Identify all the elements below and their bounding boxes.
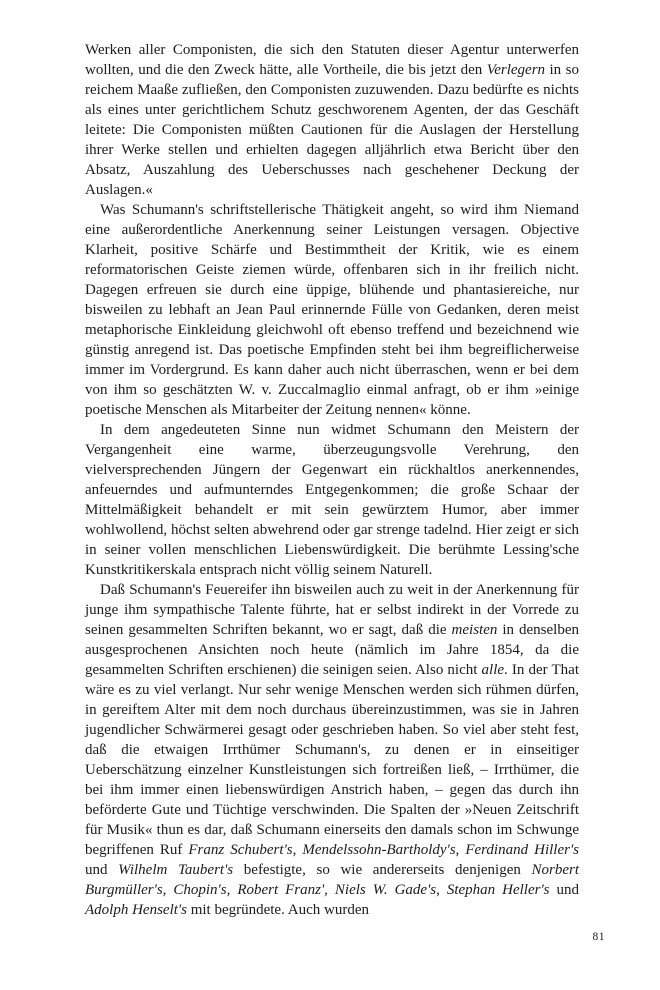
paragraph (85, 40, 579, 200)
italic-text-run: Verlegern (486, 62, 546, 78)
italic-text-run: Wilhelm Taubert's (118, 862, 234, 878)
paragraph (85, 580, 579, 920)
paragraph (85, 200, 579, 420)
text-run: . In der That wäre es zu viel verlangt. Nur sehr wenige Menschen werden sich rühmen dürfen, in gereiftem Alter mit dem noch durchaus übereinzustimmen, was sie in Jahren jugendlicher Schwärmerei gesagt oder geschrieben haben. So viel aber steht fest, daß die etwaigen Irrthümer Schumann's, zu denen er in einseitiger Ueberschätzung einzelner Kunstleistungen sich fortreißen ließ, – Irrthümer, die bei ihm immer einen liebenswürdigen Anstrich haben, – gegen das durch ihn beförderte Gute und Tüchtige verschwinden. Die Spalten der »Neuen Zeitschrift für Musik« thun es dar, daß Schumann einerseits den damals schon im Schwunge begriffenen Ruf (85, 662, 579, 858)
text-run: Was Schumann's schriftstellerische Thätigkeit angeht, so wird ihm Niemand eine außerordentliche Anerkennung seiner Leistungen versagen. Objective Klarheit, positive Schärfe und Bestimmtheit der Kritik, wie es einem reformatorischen Geiste ziemen würde, offenbaren sich in ihr freilich nicht. Dagegen erfreuen sie durch eine üppige, blühende und phantasiereiche, nur bisweilen zu lebhaft an Jean Paul erinnernde Fülle von Gedanken, deren meist metaphorische Einkleidung gleichwohl oft ebenso treffend und bezeichnend wie günstig anregend ist. Das poetische Empfinden steht bei ihm begreiflicherweise immer im Vordergrund. Es kann daher auch nicht überraschen, wenn er bei dem von ihm so geschätzten W. v. Zuccalmaglio einmal anfragt, ob er ihm »einige poetische Menschen als Mitarbeiter der Zeitung nennen« könne. (85, 202, 579, 418)
text-block (85, 40, 579, 920)
text-run: Daß Schumann's Feuereifer ihn bisweilen auch zu weit in der Anerkennung für junge ihm sympathische Talente führte, hat er selbst indirekt in der Vorrede zu seinen gesammelten Schriften bekannt, wo er sagt, daß die (85, 582, 579, 638)
italic-text-run: Franz Schubert's, Mendelssohn-Bartholdy's, Ferdinand Hiller's (188, 842, 579, 858)
italic-text-run: alle (481, 662, 505, 678)
text-run: In dem angedeuteten Sinne nun widmet Schumann den Meistern der Vergangenheit eine warme, überzeugungsvolle Verehrung, den vielversprechenden Jüngern der Gegenwart ein rückhaltlos anerkennendes, anfeuerndes und aufmunterndes Entgegenkommen; die große Schaar der Mittelmäßigkeit behandelt er mit sein gewürztem Humor, aber immer wohlwollend, höchst selten abwehrend oder gar strenge tadelnd. Hier zeigt er sich in seiner vollen menschlichen Liebenswürdigkeit. Die berühmte Lessing'sche Kunstkritikerskala entsprach nicht völlig seinem Naturell. (85, 422, 579, 578)
page-number: 81 (592, 931, 605, 943)
text-run: befestigte, so wie andererseits denjenigen (233, 862, 532, 878)
text-run: in so reichem Maaße zufließen, den Componisten zuzuwenden. Dazu bedürfte es nichts als eines unter gerichtlichem Schutz geschworenem Agenten, der das Geschäft leitete: Die Componisten müßten Cautionen für die Auslagen der Herstellung ihrer Werke stellen und erhielten dagegen alljährlich etwa Bericht über den Absatz, Auszahlung des Ueberschusses nach geschehener Deckung der Auslagen.« (85, 62, 579, 198)
text-run: und (85, 862, 119, 878)
text-run: mit begründete. Auch wurden (186, 902, 369, 918)
italic-text-run: Norbert Burgmüller's, Chopin's, Robert Franz', Niels W. Gade's, Stephan Heller's (85, 862, 580, 898)
text-run: in denselben ausgesprochenen Ansichten noch heute (nämlich im Jahre 1854, da die gesammelten Schriften erschienen) die seinigen seien. Also nicht (85, 622, 579, 678)
italic-text-run: Adolph Henselt's (85, 902, 187, 918)
text-run: und (549, 882, 580, 898)
text-run: Werken aller Componisten, die sich den Statuten dieser Agentur unterwerfen wollten, und die den Zweck hätte, alle Vortheile, die bis jetzt den (85, 42, 579, 78)
paragraph (85, 420, 579, 580)
italic-text-run: meisten (451, 622, 498, 638)
